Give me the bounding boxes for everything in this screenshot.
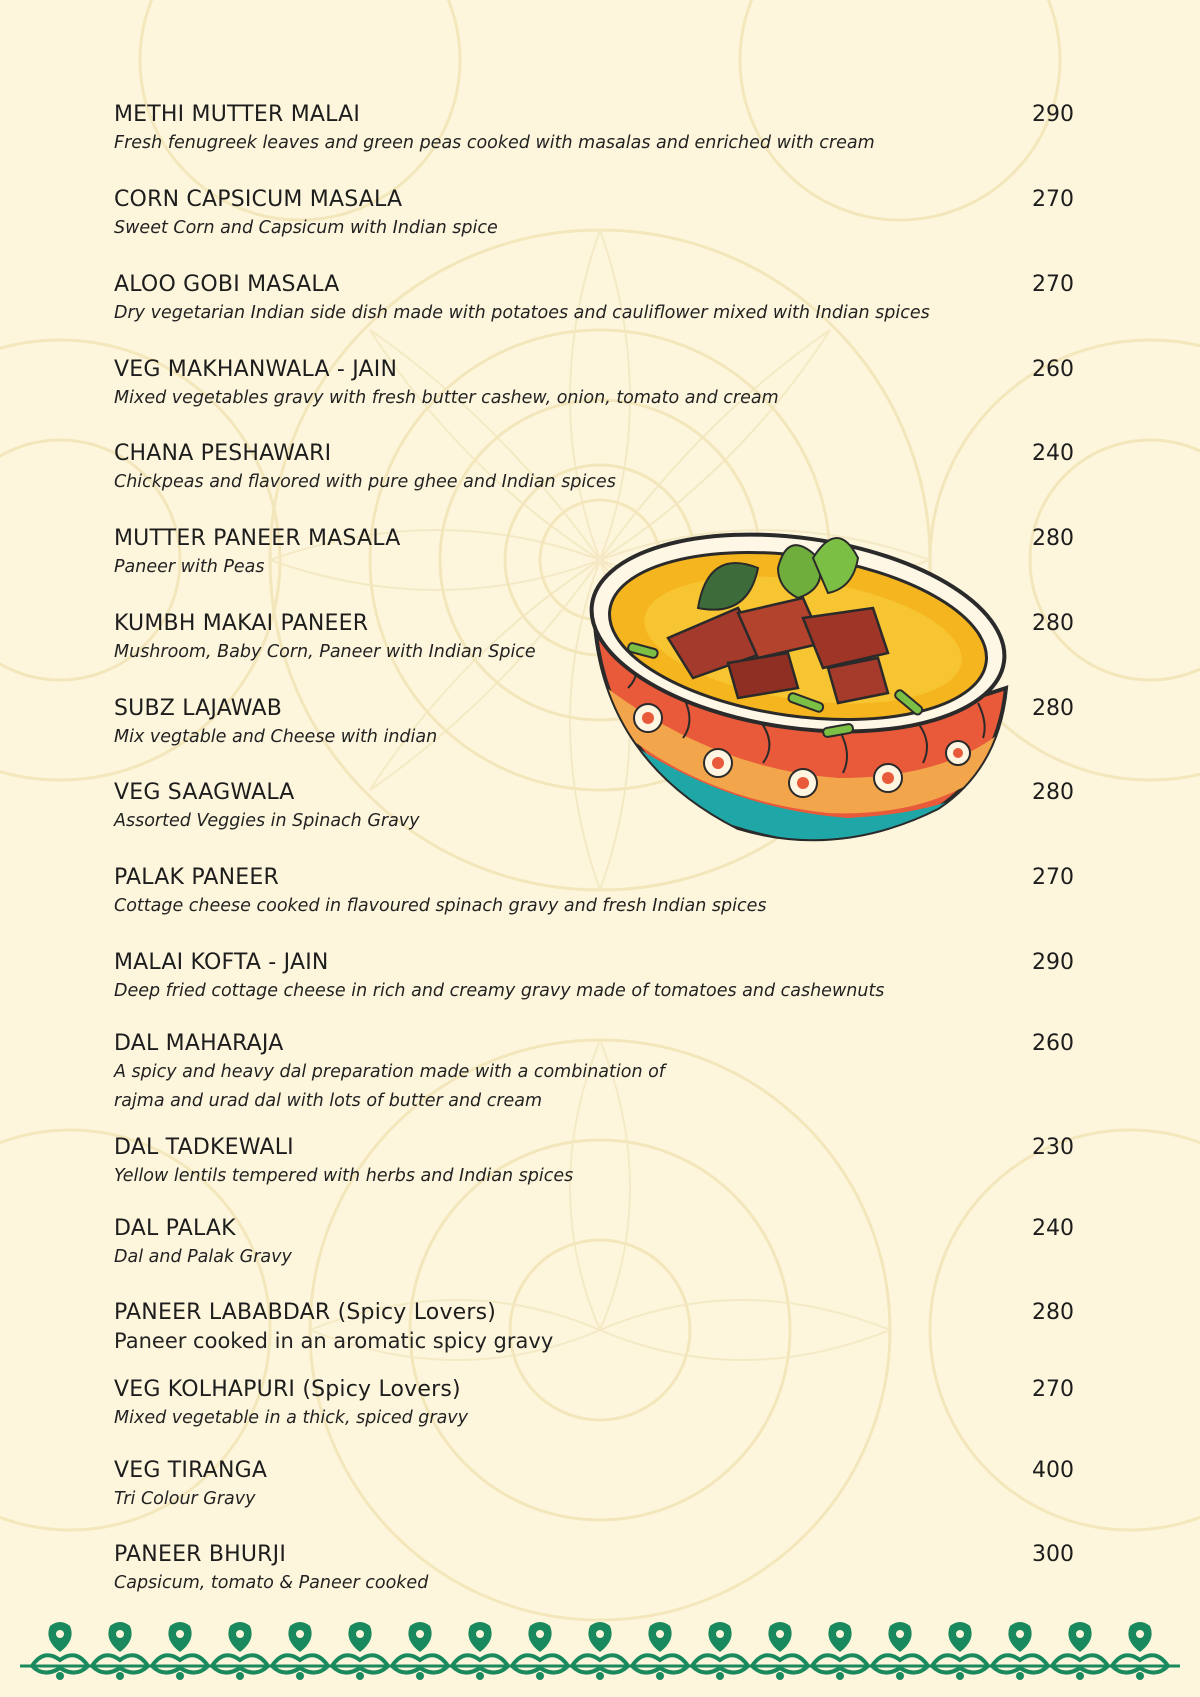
- item-description: Cottage cheese cooked in flavoured spinach gravy and fresh Indian spices: [114, 896, 767, 916]
- item-name: SUBZ LAJAWAB: [114, 696, 283, 721]
- menu-item: [114, 1216, 1074, 1271]
- menu-item: [114, 950, 1074, 1005]
- curry-bowl-illustration: [588, 528, 1013, 853]
- item-description: Tri Colour Gravy: [114, 1489, 256, 1509]
- item-price: 290: [1032, 102, 1074, 127]
- item-name: VEG SAAGWALA: [114, 780, 295, 805]
- item-description: Sweet Corn and Capsicum with Indian spice: [114, 218, 498, 238]
- menu-item: [114, 1542, 1074, 1597]
- item-description: Deep fried cottage cheese in rich and creamy gravy made of tomatoes and cashewnuts: [114, 981, 885, 1001]
- item-price: 230: [1032, 1135, 1074, 1160]
- menu-item: [114, 357, 1074, 412]
- menu-item: [114, 1377, 1074, 1432]
- item-price: 270: [1032, 187, 1074, 212]
- item-description: Paneer cooked in an aromatic spicy gravy: [114, 1329, 554, 1353]
- item-price: 280: [1032, 611, 1074, 636]
- item-price: 270: [1032, 1377, 1074, 1402]
- item-price: 400: [1032, 1458, 1074, 1483]
- item-name: PALAK PANEER: [114, 865, 279, 890]
- item-description: Chickpeas and flavored with pure ghee and Indian spices: [114, 472, 616, 492]
- item-description: Mix vegtable and Cheese with indian: [114, 727, 438, 747]
- item-name: DAL MAHARAJA: [114, 1031, 284, 1056]
- item-name: PANEER LABABDAR (Spicy Lovers): [114, 1300, 497, 1325]
- item-price: 270: [1032, 272, 1074, 297]
- item-name: CORN CAPSICUM MASALA: [114, 187, 403, 212]
- item-description: rajma and urad dal with lots of butter and cream: [114, 1091, 543, 1111]
- menu-item: [114, 865, 1074, 920]
- item-description: Assorted Veggies in Spinach Gravy: [114, 811, 420, 831]
- item-price: 280: [1032, 1300, 1074, 1325]
- item-description: Capsicum, tomato & Paneer cooked: [114, 1573, 429, 1593]
- green-ornamental-border: [20, 1618, 1180, 1688]
- menu-item: [114, 1300, 1074, 1355]
- item-name: KUMBH MAKAI PANEER: [114, 611, 369, 636]
- item-name: VEG MAKHANWALA - JAIN: [114, 357, 398, 382]
- item-name: CHANA PESHAWARI: [114, 441, 332, 466]
- item-description: Fresh fenugreek leaves and green peas cooked with masalas and enriched with cream: [114, 133, 875, 153]
- menu-item: [114, 441, 1074, 496]
- item-price: 280: [1032, 780, 1074, 805]
- menu-item: [114, 102, 1074, 157]
- item-name: METHI MUTTER MALAI: [114, 102, 361, 127]
- menu-item: [114, 272, 1074, 327]
- menu-item: [114, 1458, 1074, 1513]
- item-description: Yellow lentils tempered with herbs and Indian spices: [114, 1166, 574, 1186]
- item-price: 240: [1032, 441, 1074, 466]
- item-name: ALOO GOBI MASALA: [114, 272, 340, 297]
- item-description: Mixed vegetable in a thick, spiced gravy: [114, 1408, 469, 1428]
- item-name: DAL TADKEWALI: [114, 1135, 294, 1160]
- item-price: 280: [1032, 696, 1074, 721]
- item-name: MALAI KOFTA - JAIN: [114, 950, 329, 975]
- item-price: 260: [1032, 357, 1074, 382]
- menu-item: [114, 1135, 1074, 1190]
- item-name: VEG TIRANGA: [114, 1458, 268, 1483]
- item-price: 270: [1032, 865, 1074, 890]
- item-price: 240: [1032, 1216, 1074, 1241]
- item-description: Dry vegetarian Indian side dish made with potatoes and cauliflower mixed with Indian spices: [114, 303, 930, 323]
- item-description: A spicy and heavy dal preparation made with a combination of: [114, 1062, 665, 1082]
- item-name: MUTTER PANEER MASALA: [114, 526, 401, 551]
- item-price: 300: [1032, 1542, 1074, 1567]
- menu-item: [114, 187, 1074, 242]
- item-price: 290: [1032, 950, 1074, 975]
- item-price: 260: [1032, 1031, 1074, 1056]
- item-description: Paneer with Peas: [114, 557, 265, 577]
- item-name: DAL PALAK: [114, 1216, 236, 1241]
- item-price: 280: [1032, 526, 1074, 551]
- item-name: VEG KOLHAPURI (Spicy Lovers): [114, 1377, 461, 1402]
- menu-item: [114, 1031, 1074, 1115]
- item-name: PANEER BHURJI: [114, 1542, 287, 1567]
- item-description: Mixed vegetables gravy with fresh butter cashew, onion, tomato and cream: [114, 388, 779, 408]
- item-description: Dal and Palak Gravy: [114, 1247, 292, 1267]
- item-description: Mushroom, Baby Corn, Paneer with Indian Spice: [114, 642, 536, 662]
